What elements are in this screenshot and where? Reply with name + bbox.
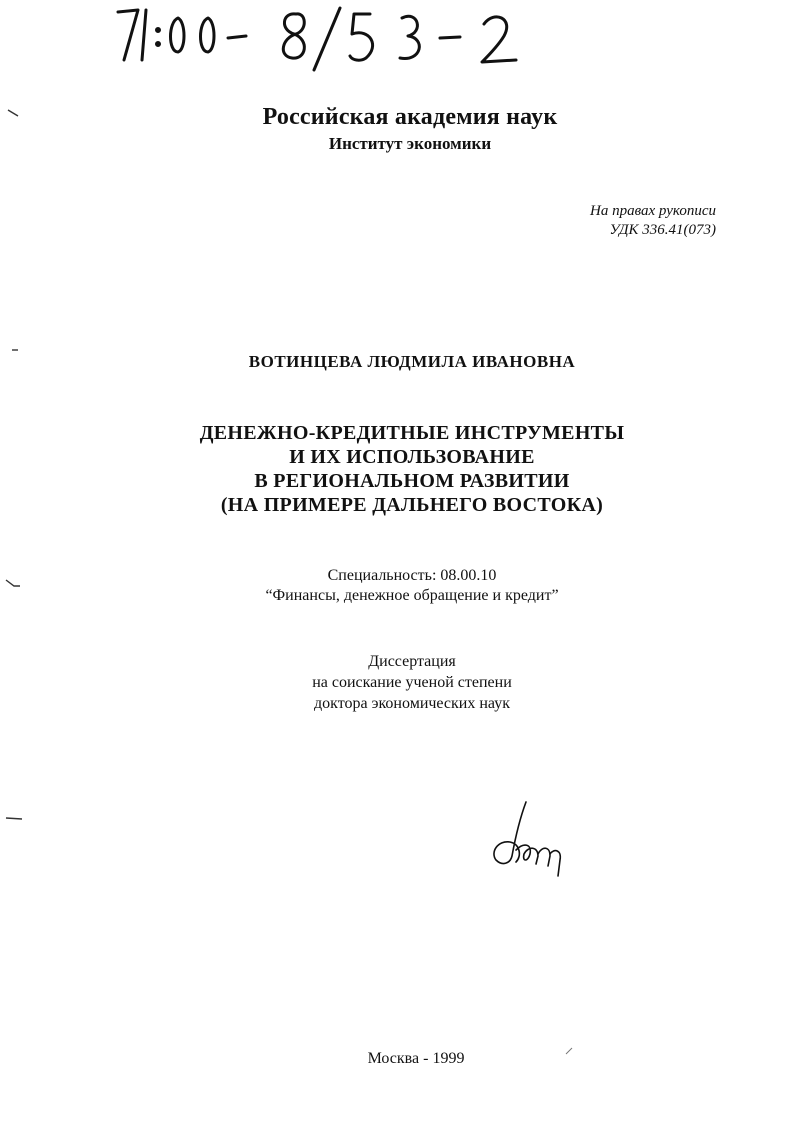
specialty-name: “Финансы, денежное обращение и кредит” — [265, 587, 559, 604]
manuscript-rights-label: На правах рукописи — [590, 203, 716, 219]
title-line: (НА ПРИМЕРЕ ДАЛЬНЕГО ВОСТОКА) — [220, 494, 604, 516]
scan-artifact — [0, 340, 30, 360]
specialty-code: Специальность: 08.00.10 — [327, 567, 497, 584]
dissertation-title — [0, 421, 798, 517]
manuscript-rights-block — [590, 202, 716, 240]
institution-name: Российская академия наук — [262, 104, 558, 130]
author-name: ВОТИНЦЕВА ЛЮДМИЛА ИВАНОВНА — [248, 352, 576, 371]
title-line: ДЕНЕЖНО-КРЕДИТНЫЕ ИНСТРУМЕНТЫ — [199, 422, 625, 444]
udk-code: УДК 336.41(073) — [609, 222, 716, 238]
title-line: В РЕГИОНАЛЬНОМ РАЗВИТИИ — [254, 470, 570, 492]
degree-block — [0, 651, 798, 714]
specialty-block — [0, 566, 798, 606]
degree-line: на соискание ученой степени — [312, 674, 512, 691]
scan-artifact — [0, 808, 30, 828]
handwritten-signature — [486, 800, 566, 880]
handwritten-catalog-number — [100, 0, 540, 80]
title-line: И ИХ ИСПОЛЬЗОВАНИЕ — [289, 446, 535, 468]
city-year: Москва - 1999 — [367, 1050, 465, 1067]
institute-name: Институт экономики — [328, 134, 492, 153]
scan-artifact — [0, 104, 30, 124]
degree-line: доктора экономических наук — [314, 695, 510, 712]
scan-artifact — [560, 1040, 590, 1060]
degree-line: Диссертация — [368, 653, 456, 670]
scan-artifact — [0, 574, 30, 594]
